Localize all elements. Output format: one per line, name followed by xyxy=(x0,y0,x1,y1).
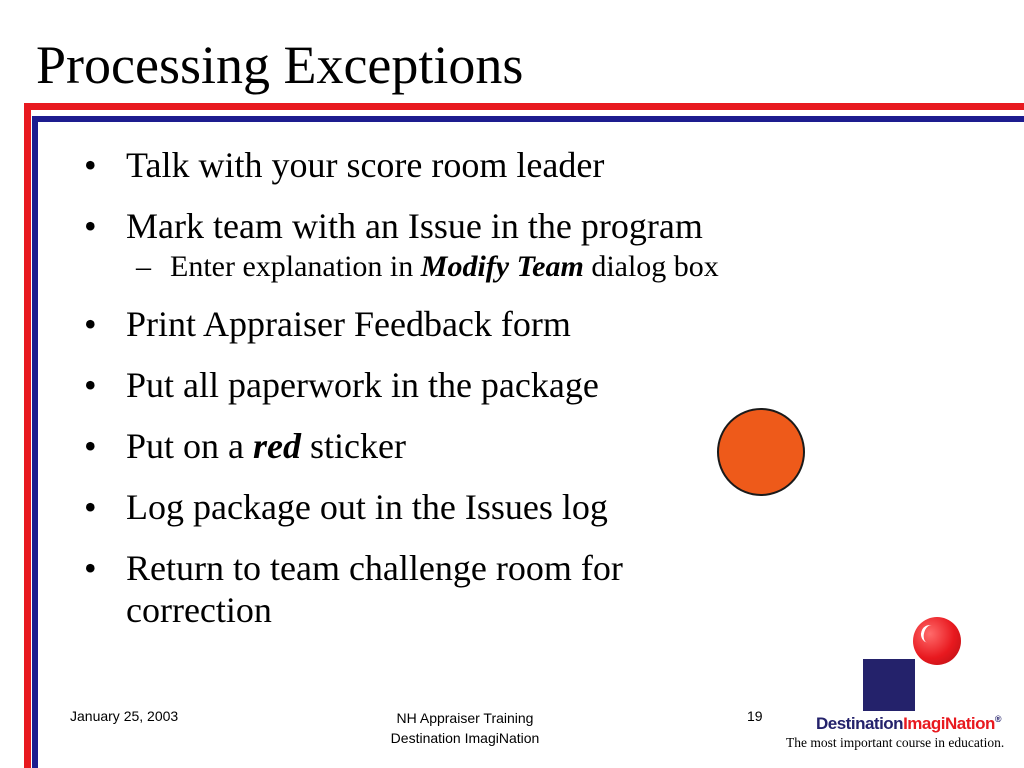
logo-ball-icon xyxy=(913,617,961,665)
sub-bullet-emphasis: Modify Team xyxy=(420,250,584,283)
bullet-text: Log package out in the Issues log xyxy=(126,487,608,527)
frame-red-top-line xyxy=(24,103,1024,110)
bullet-text-line2: correction xyxy=(126,590,272,630)
bullet-suffix: sticker xyxy=(310,426,406,466)
bullet-text: Talk with your score room leader xyxy=(126,145,605,185)
sub-bullet-prefix: Enter explanation in xyxy=(170,250,414,283)
bullet-dot: • xyxy=(84,365,97,405)
logo-square-icon xyxy=(863,659,915,711)
bullet-dot: • xyxy=(84,548,97,588)
footer-date: January 25, 2003 xyxy=(70,708,179,724)
footer-center-line1: NH Appraiser Training xyxy=(396,710,534,726)
bullet-item xyxy=(78,547,878,631)
bullet-text: Mark team with an Issue in the program xyxy=(126,206,703,246)
page-number: 19 xyxy=(747,708,763,724)
bullet-item xyxy=(78,205,878,247)
bullet-list xyxy=(78,144,878,650)
slide-title: Processing Exceptions xyxy=(36,35,524,95)
sub-bullet-dash: – xyxy=(136,250,151,283)
footer-center-text xyxy=(360,708,570,748)
bullet-text: Print Appraiser Feedback form xyxy=(126,304,571,344)
bullet-item xyxy=(78,364,878,406)
bullet-dot: • xyxy=(84,304,97,344)
bullet-item xyxy=(78,303,878,345)
footer-center-line2: Destination ImagiNation xyxy=(390,730,540,746)
logo-tagline: The most important course in education. xyxy=(786,735,1005,750)
logo-word-imagination: ImagiNation xyxy=(903,714,995,733)
bullet-prefix: Put on a xyxy=(126,426,245,466)
bullet-dot: • xyxy=(84,206,97,246)
bullet-dot: • xyxy=(84,145,97,185)
frame-blue-left-line xyxy=(32,116,38,768)
bullet-dot: • xyxy=(84,487,97,527)
bullet-item xyxy=(78,144,878,186)
logo-word-destination: Destination xyxy=(816,714,904,733)
frame-blue-top-line xyxy=(32,116,1024,122)
red-sticker-circle-icon xyxy=(717,408,805,496)
bullet-emphasis-red: red xyxy=(253,426,302,466)
sub-bullet-suffix: dialog box xyxy=(591,250,719,283)
logo-wordmark xyxy=(816,714,1001,734)
logo-registered-mark: ® xyxy=(994,714,1001,724)
bullet-text-line1: Return to team challenge room for xyxy=(126,548,623,588)
destination-imagination-logo xyxy=(780,615,1020,755)
frame-red-left-line xyxy=(24,103,31,768)
sub-bullet-item xyxy=(78,250,878,284)
bullet-dot: • xyxy=(84,426,97,466)
bullet-text: Put all paperwork in the package xyxy=(126,365,599,405)
